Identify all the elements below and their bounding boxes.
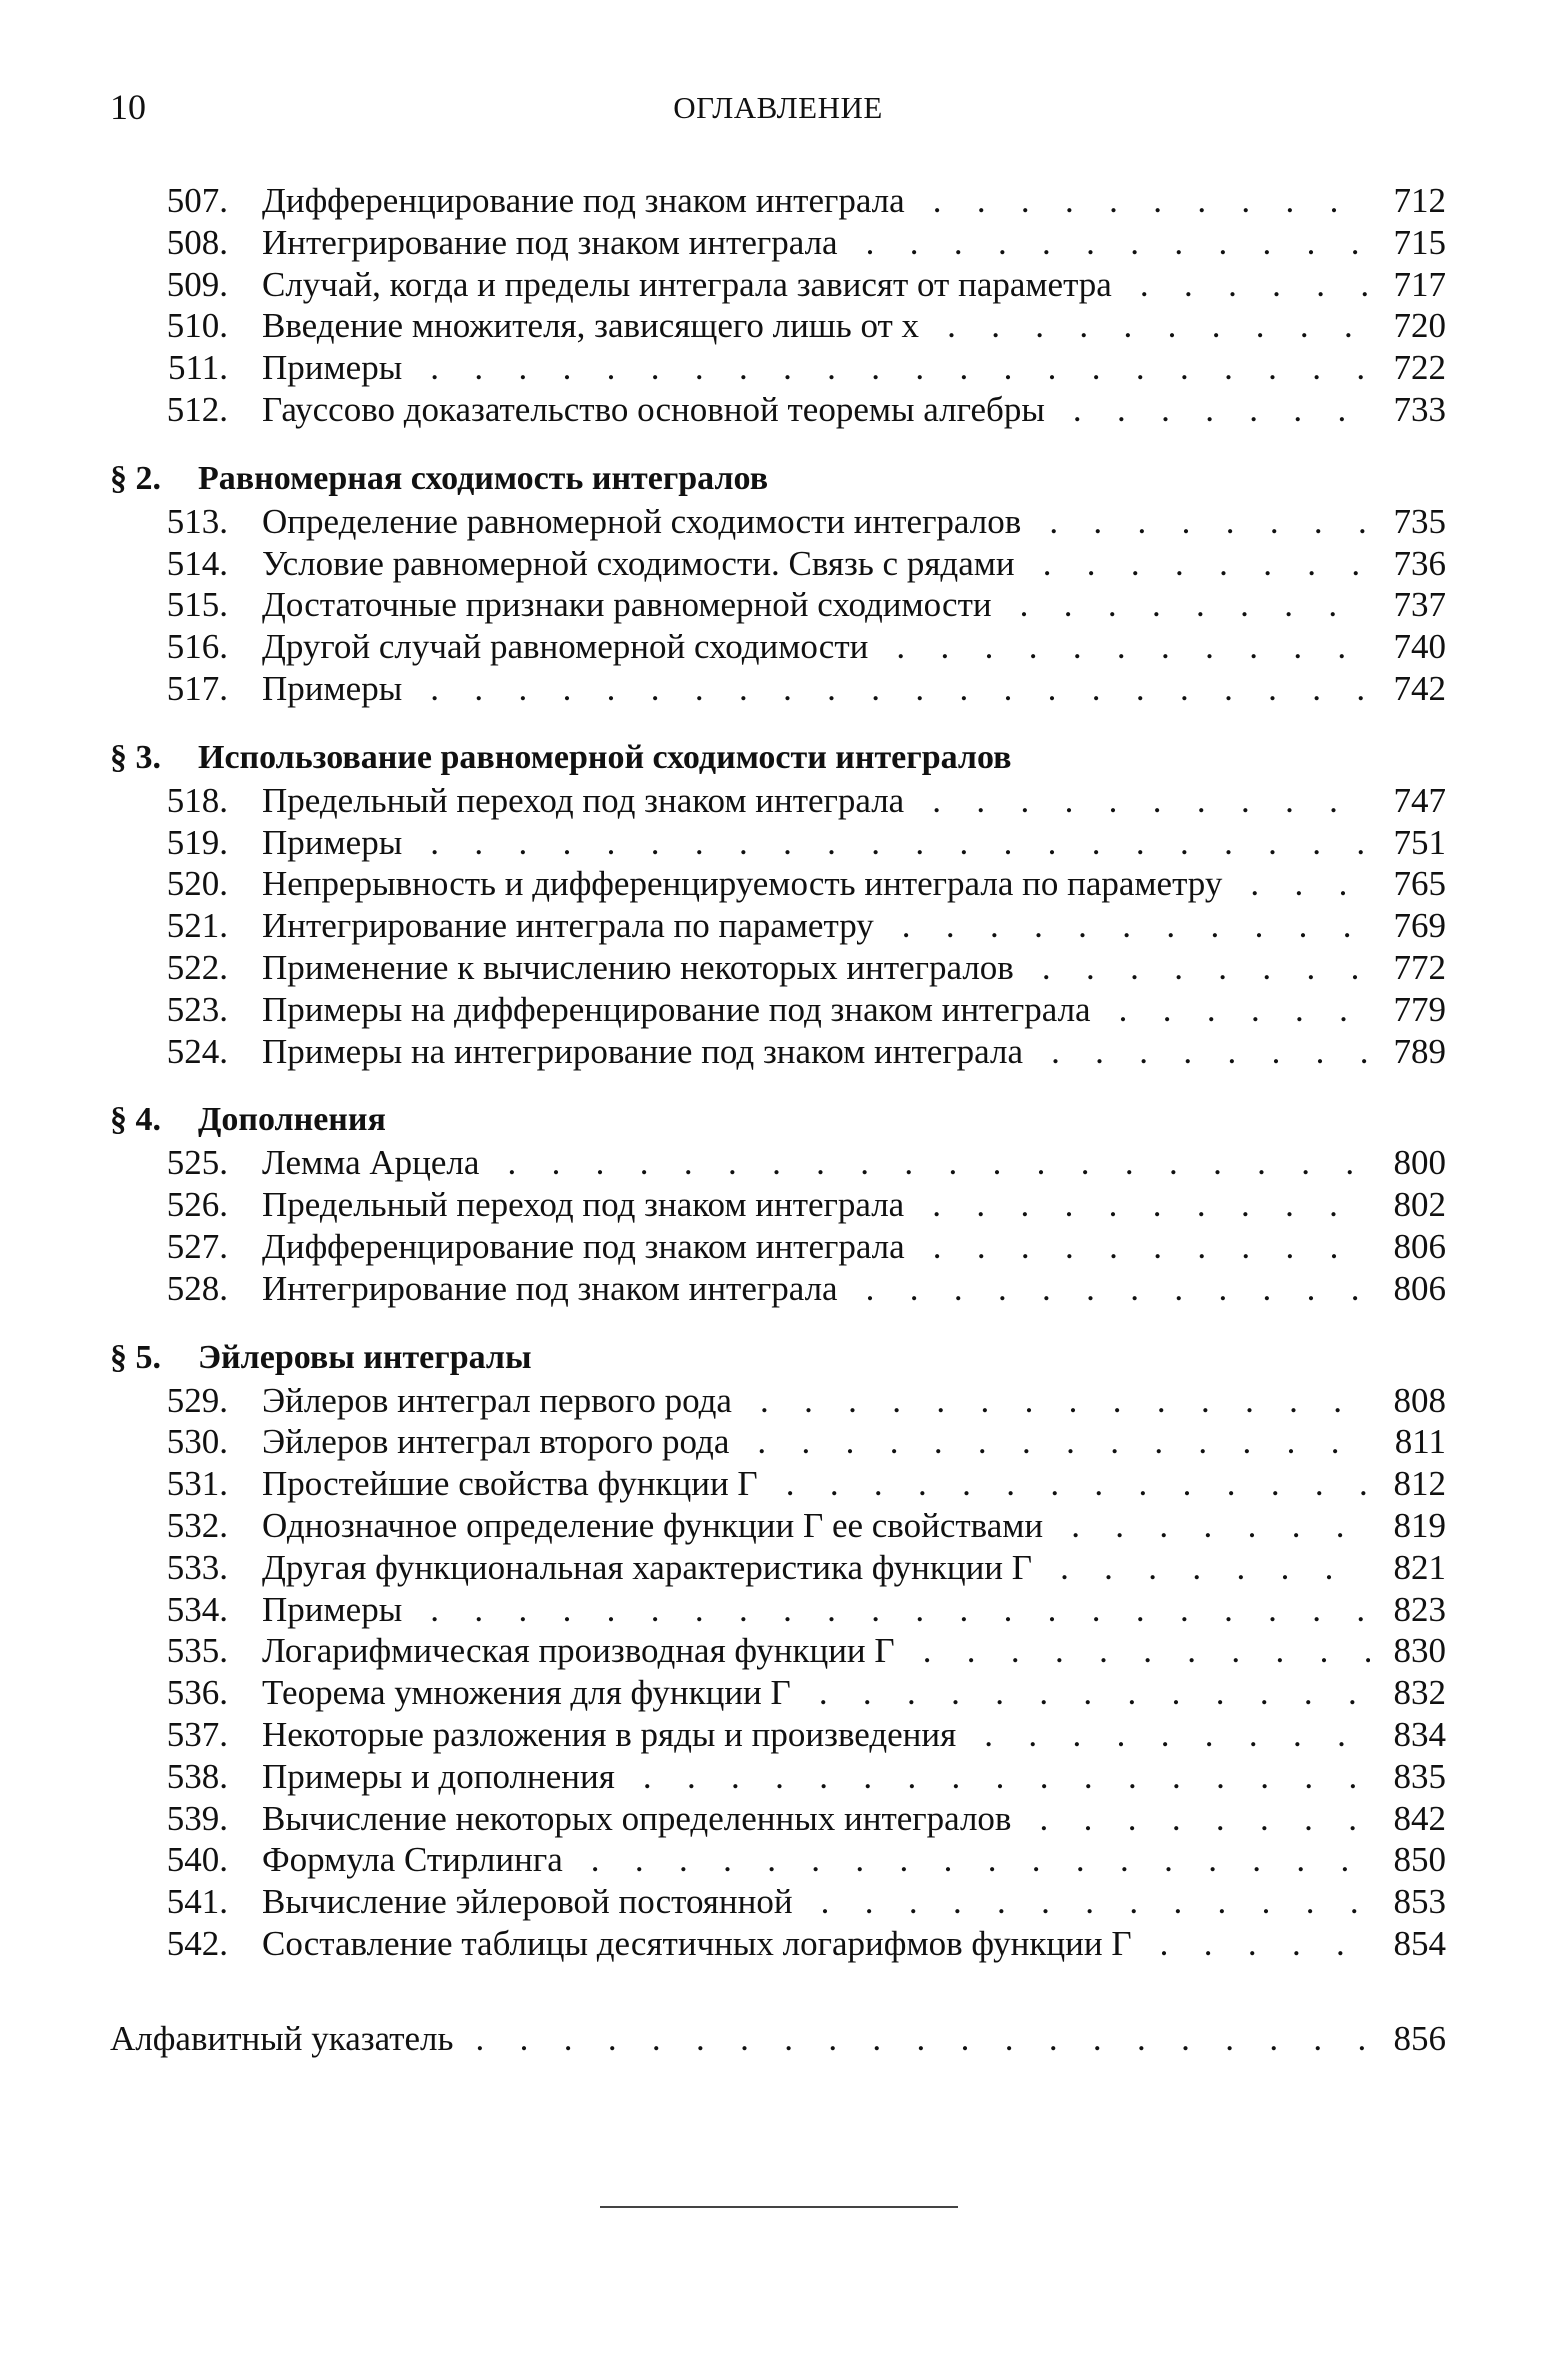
entry-page-number: 802: [1370, 1184, 1446, 1226]
entry-number: 532.: [166, 1505, 228, 1545]
entry-title-with-leader: [262, 1547, 1446, 1589]
entry-number: 541.: [166, 1882, 228, 1922]
entry-number: 529.: [166, 1380, 228, 1420]
entry-title: Определение равномерной сходимости интегралов: [262, 501, 1022, 541]
entry-number: 528.: [166, 1268, 228, 1308]
entry-page-number: 834: [1370, 1714, 1446, 1756]
entry-title-with-leader: [262, 305, 1446, 347]
entry-number: 524.: [166, 1031, 228, 1071]
section-heading: [110, 457, 1446, 501]
entry-title: Примеры и дополнения: [262, 1756, 615, 1796]
toc-entry[interactable]: [110, 1421, 1446, 1463]
entry-title-with-leader: [262, 1184, 1446, 1226]
entry-title-with-leader: [262, 1380, 1446, 1422]
entry-title-with-leader: [262, 180, 1446, 222]
entry-page-number: 808: [1370, 1380, 1446, 1422]
toc-entry[interactable]: [110, 1630, 1446, 1672]
section-title: Дополнения: [198, 1101, 386, 1139]
entry-page-number: 751: [1370, 822, 1446, 864]
entry-title: Лемма Арцела: [262, 1143, 480, 1183]
toc-entry[interactable]: [110, 347, 1446, 389]
entry-title-with-leader: [262, 1630, 1446, 1672]
entry-title: Условие равномерной сходимости. Связь с рядами: [262, 543, 1015, 583]
entry-number: 515.: [166, 585, 228, 625]
entry-page-number: 747: [1370, 780, 1446, 822]
entry-number: 520.: [166, 864, 228, 904]
entry-page-number: 772: [1370, 947, 1446, 989]
entry-page-number: 823: [1370, 1589, 1446, 1631]
entry-title-with-leader: [262, 905, 1446, 947]
entry-title: Гауссово доказательство основной теоремы алгебры: [262, 389, 1045, 429]
bottom-rule: [600, 2206, 958, 2208]
entry-number: 530.: [166, 1422, 228, 1462]
entry-page-number: 821: [1370, 1547, 1446, 1589]
entry-number: 514.: [166, 543, 228, 583]
toc-entry[interactable]: [110, 1923, 1446, 1965]
toc-entry[interactable]: [110, 1031, 1446, 1073]
entry-title: Предельный переход под знаком интеграла: [262, 1185, 905, 1225]
entry-title: Другой случай равномерной сходимости: [262, 627, 869, 667]
entry-title: Дифференцирование под знаком интеграла: [262, 1226, 905, 1266]
entry-title-with-leader: [262, 222, 1446, 264]
entry-number: 518.: [166, 780, 228, 820]
toc-entry[interactable]: [110, 1505, 1446, 1547]
entry-title-with-leader: [262, 264, 1446, 306]
section-title: Эйлеровы интегралы: [198, 1338, 532, 1376]
entry-title-with-leader: [262, 1505, 1446, 1547]
section-title: Равномерная сходимость интегралов: [198, 459, 769, 497]
toc-entry[interactable]: [110, 180, 1446, 222]
entry-title: Дифференцирование под знаком интеграла: [262, 181, 905, 220]
page-number: 10: [110, 87, 146, 127]
entry-page-number: 835: [1370, 1756, 1446, 1798]
entry-title: Вычисление некоторых определенных интегралов: [262, 1798, 1012, 1838]
entry-page-number: 717: [1370, 264, 1446, 306]
index-title-with-leader: [110, 2017, 1446, 2061]
entry-title: Интегрирование под знаком интеграла: [262, 1268, 838, 1308]
entry-number: 533.: [166, 1547, 228, 1587]
entry-page-number: 722: [1370, 347, 1446, 389]
entry-number: 536.: [166, 1673, 228, 1713]
entry-number: 526.: [166, 1185, 228, 1225]
entry-title: Достаточные признаки равномерной сходимости: [262, 585, 992, 625]
entry-page-number: 854: [1370, 1923, 1446, 1965]
entry-title-with-leader: [262, 1756, 1446, 1798]
entry-title: Формула Стирлинга: [262, 1840, 563, 1880]
entry-title: Однозначное определение функции Г ее свойствами: [262, 1505, 1044, 1545]
entry-number: 510.: [166, 306, 228, 346]
toc-entry[interactable]: [110, 905, 1446, 947]
toc-entry[interactable]: [110, 1380, 1446, 1422]
entry-title: Применение к вычислению некоторых интегралов: [262, 947, 1014, 987]
toc-entry[interactable]: [110, 1881, 1446, 1923]
index-title: Алфавитный указатель: [110, 2018, 454, 2058]
entry-page-number: 832: [1370, 1672, 1446, 1714]
entry-number: 511.: [168, 348, 228, 388]
toc-entry[interactable]: [110, 305, 1446, 347]
entry-title: Примеры на интегрирование под знаком интеграла: [262, 1031, 1024, 1071]
toc-entry[interactable]: [110, 389, 1446, 431]
entry-title-with-leader: [262, 389, 1446, 431]
entry-title-with-leader: [262, 1463, 1446, 1505]
entry-title: Примеры: [262, 1589, 403, 1629]
entry-page-number: 842: [1370, 1798, 1446, 1840]
section-heading: [110, 736, 1446, 780]
entry-title-with-leader: [262, 1142, 1446, 1184]
entry-title-with-leader: [262, 1268, 1446, 1310]
entry-number: 540.: [166, 1840, 228, 1880]
section-heading: [110, 1336, 1446, 1380]
entry-number: 509.: [166, 264, 228, 304]
entry-page-number: 779: [1370, 989, 1446, 1031]
entry-title-with-leader: [262, 1031, 1446, 1073]
entry-number: 542.: [166, 1923, 228, 1963]
toc-entry[interactable]: [110, 1226, 1446, 1268]
entry-number: 537.: [166, 1714, 228, 1754]
entry-page-number: 800: [1370, 1142, 1446, 1184]
entry-title: Теорема умножения для функции Г: [262, 1673, 791, 1713]
entry-number: 527.: [166, 1226, 228, 1266]
entry-number: 535.: [166, 1631, 228, 1671]
toc-entry[interactable]: [110, 1547, 1446, 1589]
toc-entry[interactable]: [110, 1756, 1446, 1798]
entry-number: 525.: [166, 1143, 228, 1183]
entry-title-with-leader: [262, 780, 1446, 822]
entry-title-with-leader: [262, 1714, 1446, 1756]
toc-entry[interactable]: [110, 501, 1446, 543]
entry-title: Интегрирование интеграла по параметру: [262, 906, 874, 946]
index-entry[interactable]: [110, 2017, 1446, 2061]
entry-title: Эйлеров интеграл второго рода: [262, 1422, 730, 1462]
entry-title: Примеры: [262, 822, 403, 862]
page-header: [110, 86, 1446, 136]
entry-page-number: 830: [1370, 1630, 1446, 1672]
entry-title: Примеры на дифференцирование под знаком интеграла: [262, 989, 1091, 1029]
entry-page-number: 740: [1370, 626, 1446, 668]
entry-title: Другая функциональная характеристика функции Г: [262, 1547, 1033, 1587]
entry-title-with-leader: [262, 822, 1446, 864]
toc-entry[interactable]: [110, 222, 1446, 264]
entry-title-with-leader: [262, 947, 1446, 989]
toc-entry[interactable]: [110, 1798, 1446, 1840]
entry-title-with-leader: [262, 584, 1446, 626]
toc-entry[interactable]: [110, 1184, 1446, 1226]
entry-number: 539.: [166, 1798, 228, 1838]
entry-page-number: 789: [1370, 1031, 1446, 1073]
entry-title-with-leader: [262, 989, 1446, 1031]
entry-title: Непрерывность и дифференцируемость интеграла по параметру: [262, 864, 1223, 904]
entry-page-number: 853: [1370, 1881, 1446, 1923]
section-number: § 4.: [110, 1101, 161, 1139]
entry-page-number: 811: [1370, 1421, 1446, 1463]
entry-title: Вычисление эйлеровой постоянной: [262, 1882, 793, 1922]
running-title: ОГЛАВЛЕНИЕ: [673, 90, 883, 125]
entry-title-with-leader: [262, 1881, 1446, 1923]
entry-number: 522.: [166, 947, 228, 987]
entry-page-number: 737: [1370, 584, 1446, 626]
entry-page-number: 720: [1370, 305, 1446, 347]
entry-number: 521.: [166, 906, 228, 946]
table-of-contents: [110, 180, 1446, 2061]
entry-title-with-leader: [262, 1839, 1446, 1881]
toc-entry[interactable]: [110, 947, 1446, 989]
entry-page-number: 806: [1370, 1268, 1446, 1310]
entry-title: Предельный переход под знаком интеграла: [262, 780, 905, 820]
entry-title: Логарифмическая производная функции Г: [262, 1631, 895, 1671]
toc-entry[interactable]: [110, 1142, 1446, 1184]
entry-title-with-leader: [262, 626, 1446, 668]
entry-page-number: 735: [1370, 501, 1446, 543]
entry-title-with-leader: [262, 1798, 1446, 1840]
entry-page-number: 736: [1370, 543, 1446, 585]
toc-entry[interactable]: [110, 989, 1446, 1031]
section-number: § 2.: [110, 459, 161, 497]
entry-number: 534.: [166, 1589, 228, 1629]
entry-page-number: 712: [1370, 180, 1446, 222]
entry-number: 512.: [166, 389, 228, 429]
entry-number: 538.: [166, 1756, 228, 1796]
toc-entry[interactable]: [110, 822, 1446, 864]
entry-title: Введение множителя, зависящего лишь от x: [262, 306, 920, 346]
entry-title: Составление таблицы десятичных логарифмов функции Г: [262, 1923, 1132, 1963]
entry-title: Эйлеров интеграл первого рода: [262, 1380, 732, 1420]
section-heading: [110, 1098, 1446, 1142]
entry-number: 513.: [166, 501, 228, 541]
entry-title-with-leader: [262, 543, 1446, 585]
toc-entry[interactable]: [110, 264, 1446, 306]
entry-number: 516.: [166, 627, 228, 667]
toc-entry[interactable]: [110, 543, 1446, 585]
entry-page-number: 812: [1370, 1463, 1446, 1505]
toc-entry[interactable]: [110, 584, 1446, 626]
section-number: § 3.: [110, 738, 161, 776]
entry-page-number: 733: [1370, 389, 1446, 431]
toc-entry[interactable]: [110, 1672, 1446, 1714]
toc-entry[interactable]: [110, 1463, 1446, 1505]
entry-page-number: 765: [1370, 863, 1446, 905]
entry-title: Случай, когда и пределы интеграла зависят от параметра: [262, 264, 1112, 304]
toc-entry[interactable]: [110, 1839, 1446, 1881]
entry-page-number: 742: [1370, 668, 1446, 710]
entry-title-with-leader: [262, 863, 1446, 905]
entry-number: 523.: [166, 989, 228, 1029]
entry-title-with-leader: [262, 668, 1446, 710]
entry-title: Простейшие свойства функции Г: [262, 1464, 758, 1504]
index-page-number: 856: [1370, 2017, 1446, 2061]
entry-title-with-leader: [262, 347, 1446, 389]
entry-title-with-leader: [262, 1923, 1446, 1965]
toc-entry[interactable]: [110, 1589, 1446, 1631]
entry-number: 531.: [166, 1464, 228, 1504]
entry-number: 507.: [166, 181, 228, 220]
toc-entry[interactable]: [110, 863, 1446, 905]
entry-title-with-leader: [262, 1226, 1446, 1268]
entry-page-number: 806: [1370, 1226, 1446, 1268]
entry-page-number: 850: [1370, 1839, 1446, 1881]
toc-entry[interactable]: [110, 626, 1446, 668]
section-title: Использование равномерной сходимости интегралов: [198, 738, 1012, 776]
section-number: § 5.: [110, 1338, 161, 1376]
entry-title: Интегрирование под знаком интеграла: [262, 222, 838, 262]
entry-number: 517.: [166, 668, 228, 708]
entry-page-number: 769: [1370, 905, 1446, 947]
entry-title-with-leader: [262, 1421, 1446, 1463]
entry-title-with-leader: [262, 501, 1446, 543]
entry-title-with-leader: [262, 1589, 1446, 1631]
toc-entry[interactable]: [110, 780, 1446, 822]
toc-entry[interactable]: [110, 668, 1446, 710]
entry-number: 508.: [166, 222, 228, 262]
toc-entry[interactable]: [110, 1268, 1446, 1310]
entry-title: Примеры: [262, 668, 403, 708]
entry-title: Примеры: [262, 348, 403, 388]
entry-title: Некоторые разложения в ряды и произведения: [262, 1714, 957, 1754]
entry-page-number: 715: [1370, 222, 1446, 264]
entry-number: 519.: [166, 822, 228, 862]
toc-entry[interactable]: [110, 1714, 1446, 1756]
entry-page-number: 819: [1370, 1505, 1446, 1547]
entry-title-with-leader: [262, 1672, 1446, 1714]
